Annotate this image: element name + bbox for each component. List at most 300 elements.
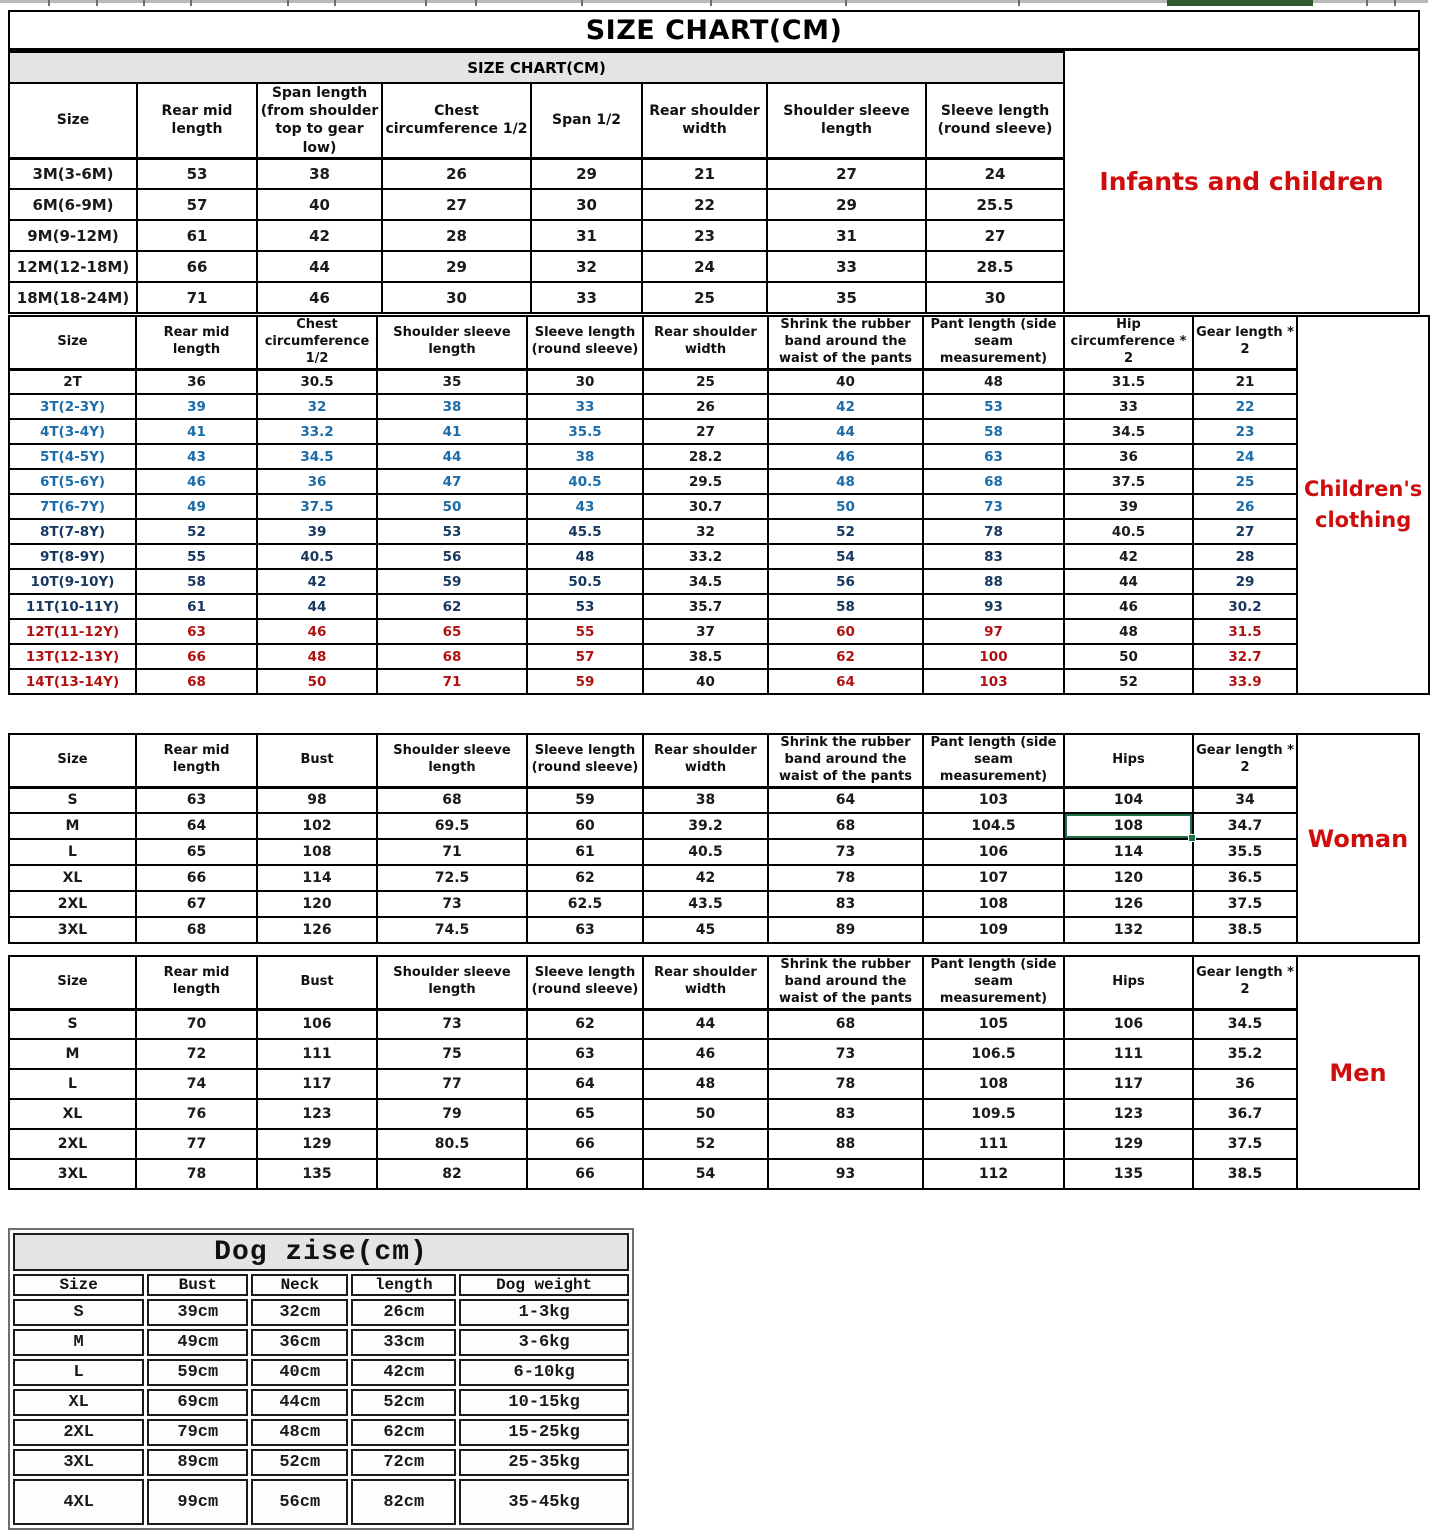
column-header: Hips [1064,734,1193,787]
value-cell: 46 [136,469,257,494]
value-cell: 64 [136,813,257,839]
value-cell: 39 [257,519,377,544]
value-cell: 34.5 [1193,1009,1297,1039]
value-cell: 67 [136,891,257,917]
table-row [9,519,1297,544]
value-cell: 27 [767,158,926,189]
value-cell: 36 [1064,444,1193,469]
value-cell: 38 [377,394,527,419]
value-cell: 33cm [351,1329,456,1356]
gridline-green-segment [1167,0,1313,6]
value-cell: 63 [527,917,643,943]
size-cell: 3XL [9,1159,136,1189]
value-cell: 32.7 [1193,644,1297,669]
selected-cell: 108 [1064,813,1193,839]
column-header: Sleeve length (round sleeve) [527,956,643,1009]
header-row [9,956,1297,1009]
value-cell: 40.5 [1064,519,1193,544]
column-header: Bust [257,734,377,787]
column-header: Gear length * 2 [1193,956,1297,1009]
table-row [9,1159,1297,1189]
infants-section [8,10,1420,314]
value-cell: 64 [768,787,923,813]
table-row [13,1449,629,1476]
table-row [9,569,1297,594]
value-cell: 58 [768,594,923,619]
dog-size-table [8,1228,634,1530]
value-cell: 70 [136,1009,257,1039]
value-cell: 102 [257,813,377,839]
value-cell: 31 [531,220,642,251]
value-cell: 100 [923,644,1064,669]
value-cell: 50 [643,1099,768,1129]
value-cell: 33 [527,394,643,419]
value-cell: 117 [1064,1069,1193,1099]
value-cell: 39.2 [643,813,768,839]
value-cell: 75 [377,1039,527,1069]
table-row [9,544,1297,569]
value-cell: 59 [527,669,643,694]
value-cell: 52 [1064,669,1193,694]
value-cell: 88 [923,569,1064,594]
value-cell: 98 [257,787,377,813]
value-cell: 76 [136,1099,257,1129]
value-cell: 39 [136,394,257,419]
value-cell: 26 [1193,494,1297,519]
value-cell: 40.5 [257,544,377,569]
value-cell: 26cm [351,1299,456,1326]
table-row [13,1359,629,1386]
value-cell: 66 [136,644,257,669]
size-cell: S [9,787,136,813]
value-cell: 33.2 [643,544,768,569]
value-cell: 48 [257,644,377,669]
value-cell: 30.5 [257,369,377,394]
column-header: Pant length (side seam measurement) [923,956,1064,1009]
value-cell: 38 [643,787,768,813]
size-cell: 2T [9,369,136,394]
table-row [9,644,1297,669]
value-cell: 57 [137,189,257,220]
value-cell: 68 [136,917,257,943]
value-cell: 35.5 [1193,839,1297,865]
value-cell: 44 [643,1009,768,1039]
value-cell: 24 [642,251,767,282]
value-cell: 83 [768,1099,923,1129]
size-cell: L [9,839,136,865]
table-row [9,839,1297,865]
value-cell: 50 [257,669,377,694]
size-cell: 8T(7-8Y) [9,519,136,544]
value-cell: 45.5 [527,519,643,544]
value-cell: 49cm [147,1329,248,1356]
value-cell: 56 [377,544,527,569]
value-cell: 30 [531,189,642,220]
column-header: Shoulder sleeve length [377,734,527,787]
size-cell: 12M(12-18M) [9,251,137,282]
value-cell: 25.5 [926,189,1064,220]
value-cell: 23 [642,220,767,251]
table-row [9,1039,1297,1069]
value-cell: 46 [257,619,377,644]
value-cell: 52 [643,1129,768,1159]
size-cell: M [13,1329,144,1356]
value-cell: 38 [527,444,643,469]
value-cell: 28 [382,220,531,251]
value-cell: 68 [377,644,527,669]
dog-table-title: SIZE CHART(CM) [9,52,1064,83]
value-cell: 30.7 [643,494,768,519]
table-row [9,917,1297,943]
value-cell: 74 [136,1069,257,1099]
value-cell: 62 [527,865,643,891]
value-cell: 109.5 [923,1099,1064,1129]
value-cell: 117 [257,1069,377,1099]
value-cell: 48 [643,1069,768,1099]
column-header: Neck [251,1274,348,1296]
value-cell: 45 [643,917,768,943]
value-cell: 46 [643,1039,768,1069]
value-cell: 41 [377,419,527,444]
value-cell: 44cm [251,1389,348,1416]
title-row [13,1233,629,1271]
value-cell: 3-6kg [459,1329,629,1356]
value-cell: 44 [257,251,382,282]
value-cell: 59 [377,569,527,594]
table-row [9,469,1297,494]
column-header: Rear mid length [136,316,257,369]
value-cell: 72 [136,1039,257,1069]
value-cell: 32 [257,394,377,419]
value-cell: 36.5 [1193,865,1297,891]
value-cell: 63 [527,1039,643,1069]
value-cell: 129 [1064,1129,1193,1159]
value-cell: 42 [768,394,923,419]
value-cell: 108 [257,839,377,865]
value-cell: 50.5 [527,569,643,594]
size-cell: 3T(2-3Y) [9,394,136,419]
dog-section [8,1228,648,1530]
value-cell: 73 [768,1039,923,1069]
table-row [9,594,1297,619]
column-header: Sleeve length (round sleeve) [926,83,1064,158]
value-cell: 135 [257,1159,377,1189]
value-cell: 72cm [351,1449,456,1476]
value-cell: 62 [377,594,527,619]
size-cell: 3M(3-6M) [9,158,137,189]
value-cell: 43.5 [643,891,768,917]
value-cell: 59cm [147,1359,248,1386]
value-cell: 55 [136,544,257,569]
spreadsheet-gridline-strip [0,0,1428,10]
value-cell: 30 [926,282,1064,313]
value-cell: 62 [768,644,923,669]
table-row [9,158,1064,189]
value-cell: 78 [768,1069,923,1099]
children-size-table [8,315,1298,695]
value-cell: 68 [923,469,1064,494]
value-cell: 82 [377,1159,527,1189]
value-cell: 49 [136,494,257,519]
value-cell: 37.5 [1064,469,1193,494]
value-cell: 34.7 [1193,813,1297,839]
value-cell: 48 [768,469,923,494]
value-cell: 120 [257,891,377,917]
value-cell: 38 [257,158,382,189]
column-header: Gear length * 2 [1193,734,1297,787]
size-cell: 7T(6-7Y) [9,494,136,519]
value-cell: 64 [527,1069,643,1099]
value-cell: 65 [136,839,257,865]
value-cell: 56cm [251,1479,348,1525]
value-cell: 77 [377,1069,527,1099]
value-cell: 43 [136,444,257,469]
value-cell: 73 [377,1009,527,1039]
size-cell: 14T(13-14Y) [9,669,136,694]
value-cell: 35.5 [527,419,643,444]
value-cell: 48cm [251,1419,348,1446]
value-cell: 33 [1064,394,1193,419]
value-cell: 44 [257,594,377,619]
value-cell: 31 [767,220,926,251]
column-header: Span length (from shoulder top to gear low) [257,83,382,158]
table-row [13,1419,629,1446]
value-cell: 54 [768,544,923,569]
value-cell: 39cm [147,1299,248,1326]
value-cell: 21 [642,158,767,189]
table-row [9,891,1297,917]
size-cell: XL [13,1389,144,1416]
value-cell: 59 [527,787,643,813]
table-row [9,369,1297,394]
value-cell: 126 [1064,891,1193,917]
value-cell: 34.5 [257,444,377,469]
children-section-label: Children's clothing [1298,315,1430,695]
value-cell: 108 [923,1069,1064,1099]
value-cell: 29 [382,251,531,282]
size-cell: XL [9,1099,136,1129]
value-cell: 46 [1064,594,1193,619]
value-cell: 42 [1064,544,1193,569]
value-cell: 71 [137,282,257,313]
value-cell: 61 [527,839,643,865]
value-cell: 50 [377,494,527,519]
column-header: Rear shoulder width [643,734,768,787]
value-cell: 1-3kg [459,1299,629,1326]
column-header: Bust [147,1274,248,1296]
value-cell: 24 [926,158,1064,189]
value-cell: 62 [527,1009,643,1039]
size-cell: 2XL [9,891,136,917]
value-cell: 126 [257,917,377,943]
value-cell: 40.5 [527,469,643,494]
value-cell: 38.5 [1193,917,1297,943]
size-cell: 3XL [9,917,136,943]
column-header: Gear length * 2 [1193,316,1297,369]
value-cell: 105 [923,1009,1064,1039]
header-row [9,734,1297,787]
table-row [9,669,1297,694]
column-header: Pant length (side seam measurement) [923,316,1064,369]
value-cell: 37.5 [1193,1129,1297,1159]
value-cell: 73 [923,494,1064,519]
value-cell: 83 [768,891,923,917]
value-cell: 42cm [351,1359,456,1386]
value-cell: 42 [257,220,382,251]
table-row [9,787,1297,813]
table-row [9,220,1064,251]
column-header: Sleeve length (round sleeve) [527,734,643,787]
column-header: Bust [257,956,377,1009]
size-cell: S [13,1299,144,1326]
value-cell: 25 [1193,469,1297,494]
value-cell: 93 [923,594,1064,619]
header-row [9,83,1064,158]
value-cell: 56 [768,569,923,594]
value-cell: 66 [527,1159,643,1189]
size-cell: 4XL [13,1479,144,1525]
value-cell: 65 [377,619,527,644]
value-cell: 68 [136,669,257,694]
value-cell: 27 [1193,519,1297,544]
value-cell: 34 [1193,787,1297,813]
value-cell: 27 [643,419,768,444]
value-cell: 28 [1193,544,1297,569]
column-header: Span 1/2 [531,83,642,158]
value-cell: 68 [377,787,527,813]
header-row [13,1274,629,1296]
value-cell: 32 [643,519,768,544]
value-cell: 29.5 [643,469,768,494]
title-row [9,52,1064,83]
value-cell: 60 [768,619,923,644]
value-cell: 52 [768,519,923,544]
column-header: Shoulder sleeve length [767,83,926,158]
value-cell: 34.5 [1064,419,1193,444]
size-cell: XL [9,865,136,891]
value-cell: 33.2 [257,419,377,444]
value-cell: 32 [531,251,642,282]
value-cell: 46 [257,282,382,313]
value-cell: 68 [768,1009,923,1039]
size-cell: 4T(3-4Y) [9,419,136,444]
value-cell: 120 [1064,865,1193,891]
value-cell: 35.2 [1193,1039,1297,1069]
value-cell: 53 [923,394,1064,419]
table-row [9,494,1297,519]
value-cell: 103 [923,787,1064,813]
value-cell: 34.5 [643,569,768,594]
size-cell: M [9,1039,136,1069]
size-cell: 5T(4-5Y) [9,444,136,469]
value-cell: 48 [923,369,1064,394]
size-cell: M [9,813,136,839]
value-cell: 111 [257,1039,377,1069]
value-cell: 71 [377,839,527,865]
value-cell: 106 [923,839,1064,865]
value-cell: 111 [1064,1039,1193,1069]
table-row [9,282,1064,313]
value-cell: 28.5 [926,251,1064,282]
value-cell: 33 [767,251,926,282]
value-cell: 135 [1064,1159,1193,1189]
value-cell: 52cm [351,1389,456,1416]
value-cell: 36 [257,469,377,494]
dog-table-title: Dog zise(cm) [13,1233,629,1271]
column-header: Sleeve length (round sleeve) [527,316,643,369]
value-cell: 108 [923,891,1064,917]
value-cell: 60 [527,813,643,839]
column-header: Hips [1064,956,1193,1009]
value-cell: 29 [1193,569,1297,594]
value-cell: 66 [527,1129,643,1159]
value-cell: 33 [531,282,642,313]
value-cell: 69cm [147,1389,248,1416]
table-row [9,419,1297,444]
size-cell: 6M(6-9M) [9,189,137,220]
value-cell: 33.9 [1193,669,1297,694]
value-cell: 73 [768,839,923,865]
men-section [8,955,1420,1190]
table-row [9,1129,1297,1159]
size-cell: 9T(8-9Y) [9,544,136,569]
size-cell: 3XL [13,1449,144,1476]
size-cell: L [9,1069,136,1099]
table-row [9,1099,1297,1129]
value-cell: 112 [923,1159,1064,1189]
value-cell: 72.5 [377,865,527,891]
value-cell: 27 [382,189,531,220]
value-cell: 42 [257,569,377,594]
column-header: Pant length (side seam measurement) [923,734,1064,787]
size-cell: 11T(10-11Y) [9,594,136,619]
children-section [8,315,1423,695]
value-cell: 35 [767,282,926,313]
column-header: Chest circumference 1/2 [382,83,531,158]
column-header: Shoulder sleeve length [377,316,527,369]
value-cell: 30 [382,282,531,313]
value-cell: 38.5 [643,644,768,669]
value-cell: 46 [768,444,923,469]
woman-section [8,733,1420,944]
value-cell: 104.5 [923,813,1064,839]
value-cell: 53 [377,519,527,544]
table-row [9,189,1064,220]
value-cell: 123 [257,1099,377,1129]
value-cell: 30 [527,369,643,394]
table-row [9,813,1297,839]
value-cell: 25 [643,369,768,394]
column-header: Rear mid length [136,956,257,1009]
size-cell: L [13,1359,144,1386]
value-cell: 73 [377,891,527,917]
value-cell: 31.5 [1193,619,1297,644]
value-cell: 40 [643,669,768,694]
column-header: Shoulder sleeve length [377,956,527,1009]
value-cell: 10-15kg [459,1389,629,1416]
value-cell: 78 [923,519,1064,544]
value-cell: 35 [377,369,527,394]
column-header: Size [9,956,136,1009]
woman-size-table [8,733,1298,944]
value-cell: 23 [1193,419,1297,444]
value-cell: 65 [527,1099,643,1129]
value-cell: 106.5 [923,1039,1064,1069]
value-cell: 50 [1064,644,1193,669]
infants-section-label: Infants and children [1065,51,1420,314]
value-cell: 58 [136,569,257,594]
value-cell: 54 [643,1159,768,1189]
